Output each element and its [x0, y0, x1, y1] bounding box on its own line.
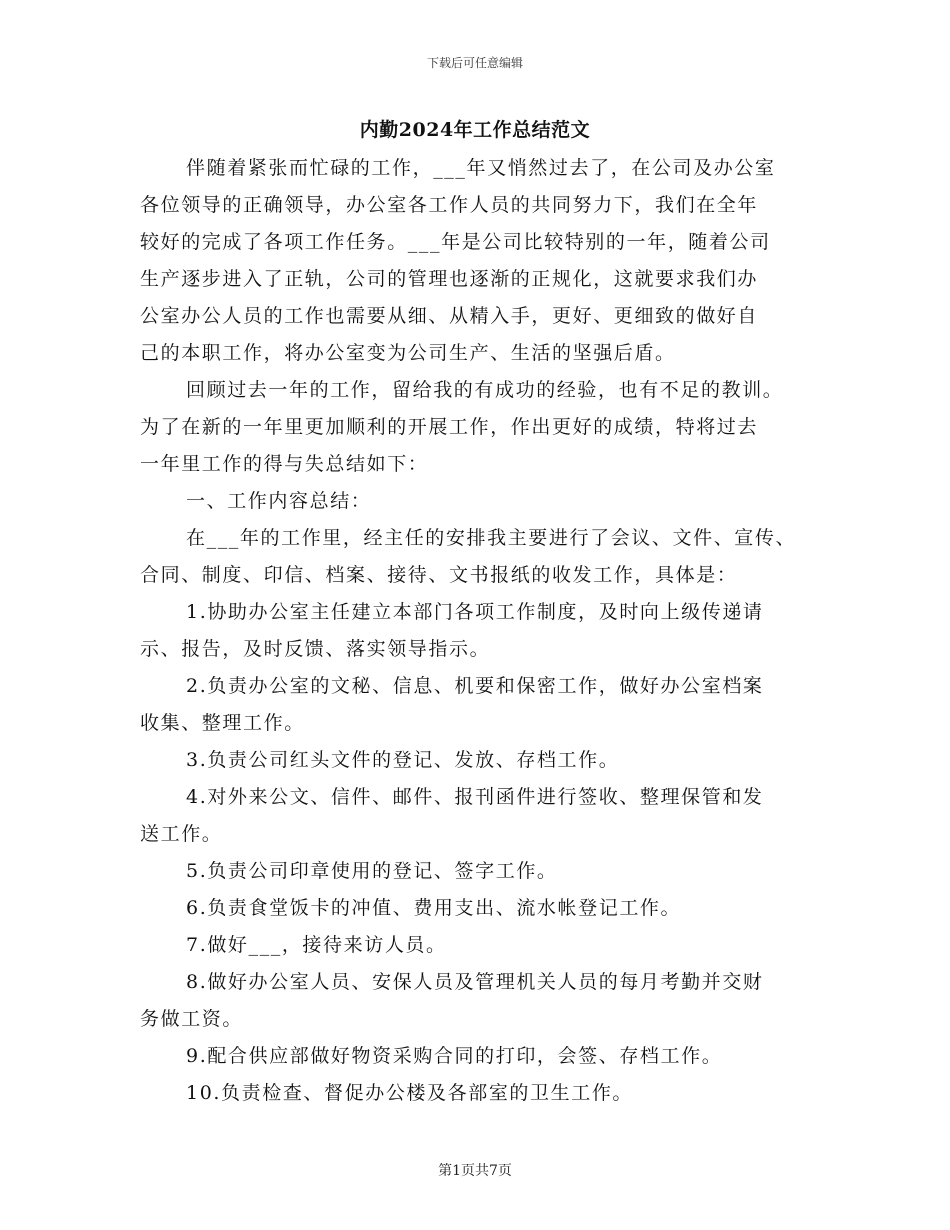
list-item: 7.做好___，接待来访人员。: [186, 934, 447, 956]
list-item: 3.负责公司红头文件的登记、发放、存档工作。: [186, 749, 620, 771]
list-item-continuation: 务做工资。: [140, 1008, 244, 1030]
list-item-continuation: 送工作。: [140, 823, 223, 845]
text-line: 在___年的工作里，经主任的安排我主要进行了会议、文件、宣传、: [186, 527, 797, 549]
text-line: 回顾过去一年的工作，留给我的有成功的经验，也有不足的教训。: [186, 379, 784, 401]
list-item: 2.负责办公室的文秘、信息、机要和保密工作，做好办公室档案: [186, 675, 764, 697]
list-item-continuation: 示、报告，及时反馈、落实领导指示。: [140, 638, 491, 660]
list-item: 5.负责公司印章使用的登记、签字工作。: [186, 860, 558, 882]
list-item: 9.配合供应部做好物资采购合同的打印，会签、存档工作。: [186, 1045, 723, 1067]
text-line: 己的本职工作，将办公室变为公司生产、生活的坚强后盾。: [140, 342, 676, 364]
list-item: 6.负责食堂饭卡的冲值、费用支出、流水帐登记工作。: [186, 897, 682, 919]
text-line: 伴随着紧张而忙碌的工作，___年又悄然过去了，在公司及办公室: [186, 157, 776, 179]
text-line: 一年里工作的得与失总结如下：: [140, 453, 429, 475]
page-number: 第1页共7页: [438, 1163, 512, 1179]
section-heading: 一、工作内容总结：: [186, 490, 372, 512]
document-title: 内勤2024年工作总结范文: [359, 119, 591, 141]
text-line: 公室办公人员的工作也需要从细、从精入手，更好、更细致的做好自: [140, 305, 759, 327]
text-line: 各位领导的正确领导，办公室各工作人员的共同努力下，我们在全年: [140, 194, 759, 216]
text-line: 较好的完成了各项工作任务。___年是公司比较特别的一年，随着公司: [140, 231, 771, 253]
list-item: 10.负责检查、督促办公楼及各部室的卫生工作。: [186, 1082, 634, 1104]
document-body: [140, 150, 830, 1112]
text-line: 生产逐步进入了正轨，公司的管理也逐渐的正规化，这就要求我们办: [140, 268, 759, 290]
list-item: 4.对外来公文、信件、邮件、报刊函件进行签收、整理保管和发: [186, 786, 764, 808]
text-line: 为了在新的一年里更加顺利的开展工作，作出更好的成绩，特将过去: [140, 416, 759, 438]
text-line: 合同、制度、印信、档案、接待、文书报纸的收发工作，具体是：: [140, 564, 738, 586]
list-item: 8.做好办公室人员、安保人员及管理机关人员的每月考勤并交财: [186, 971, 764, 993]
list-item: 1.协助办公室主任建立本部门各项工作制度，及时向上级传递请: [186, 601, 764, 623]
list-item-continuation: 收集、整理工作。: [140, 712, 305, 734]
header-note: 下载后可任意编辑: [426, 56, 523, 70]
